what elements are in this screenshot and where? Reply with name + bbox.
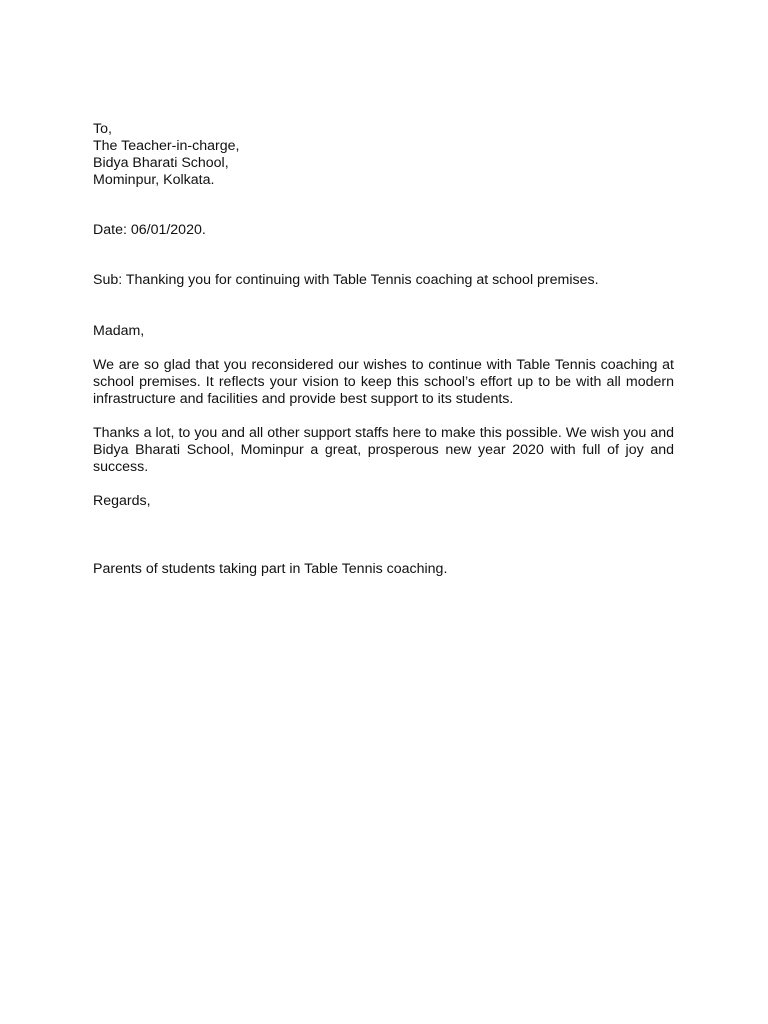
letter-date: Date: 06/01/2020. [93,222,206,238]
address-school: Bidya Bharati School, [93,155,229,171]
body-paragraph-2: Thanks a lot, to you and all other support staffs here to make this possible. We wish you and Bidya Bharati School, Mominpur a great, prosperous new year 2020 with full of joy and success. [93,425,674,475]
letter-subject: Sub: Thanking you for continuing with Table Tennis coaching at school premises. [93,272,599,288]
recipient-address [93,121,674,189]
address-place: Mominpur, Kolkata. [93,172,215,188]
address-designation: The Teacher-in-charge, [93,138,240,154]
letter-closing: Regards, [93,493,151,509]
letter-signature: Parents of students taking part in Table Tennis coaching. [93,561,448,577]
body-paragraph-1: We are so glad that you reconsidered our wishes to continue with Table Tennis coaching at school premises. It reflects your vision to keep this school’s effort up to be with all modern infrastructure and facilities and provide best support to its students. [93,357,674,407]
letter-salutation: Madam, [93,323,145,339]
letter-body [93,121,674,578]
address-to: To, [93,121,112,137]
